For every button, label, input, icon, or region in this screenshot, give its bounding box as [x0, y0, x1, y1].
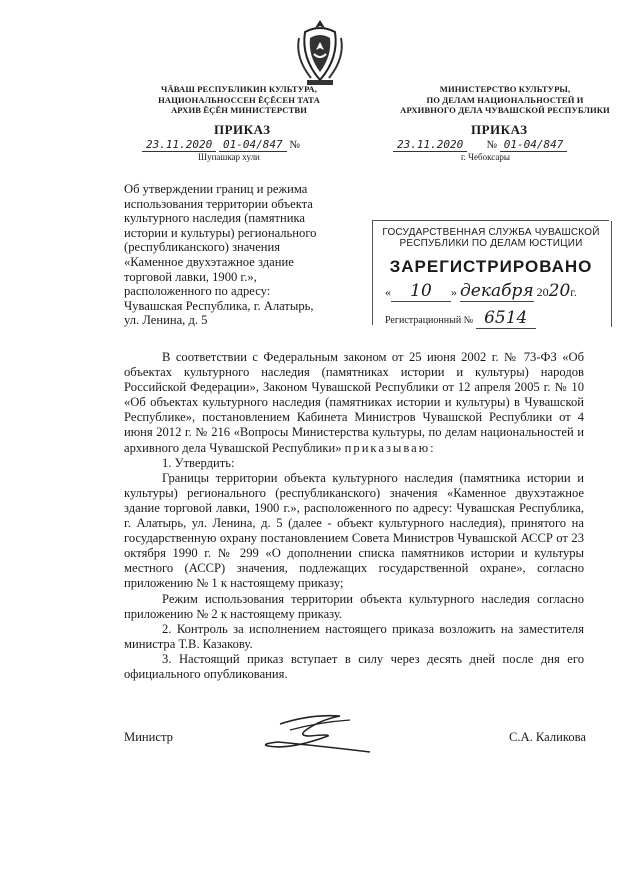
right-org-line: ПО ДЕЛАМ НАЦИОНАЛЬНОСТЕЙ И: [426, 94, 584, 105]
left-date: 23.11.2020: [142, 138, 216, 152]
body-paragraph: [124, 350, 584, 456]
coat-of-arms-emblem: [293, 18, 347, 90]
title-line: истории и культуры) регионального: [124, 225, 317, 240]
right-date-number-line: [393, 138, 567, 152]
right-org-line: МИНИСТЕРСТВО КУЛЬТУРЫ,: [439, 84, 571, 94]
stamp-year-end: г.: [570, 285, 577, 299]
title-line: Об утверждении границ и режима: [124, 182, 308, 196]
right-city: г. Чебоксары: [461, 152, 510, 162]
body-paragraph: Границы территории объекта культурного наследия (памятника истории и культуры) регионального (республиканского) значения «Каменное двухэтажное здание торговой лавки, 1900 г.», расположенного по адресу: Чувашская Республика, г. Алатырь, ул. Ленина, д. 5 (далее - объект культурного наследия), принятого на государственную охрану постановлением Совета Министров Чувашской АССР от 23 октября 1990 г. № 299 «О дополнении списка памятников истории и культуры местного (АССР) значения, подлежащих государственной охране», согласно приложению № 1 к настоящему приказу;: [124, 470, 584, 591]
left-number-sign: №: [289, 139, 300, 151]
left-org-line: АРХИВ ĔÇĔН МИНИСТЕРСТВИ: [170, 105, 308, 115]
title-line: торговой лавки, 1900 г.»,: [124, 269, 257, 284]
right-number-sign: №: [486, 139, 497, 151]
left-org-line: НАЦИОНАЛЬНОССЕН ĔÇĔСЕН ТАТА: [158, 94, 320, 105]
title-line: (республиканского) значения: [124, 240, 281, 255]
signer-name: С.А. Каликова: [508, 730, 586, 744]
title-line: ул. Ленина, д. 5: [124, 313, 208, 328]
stamp-reg-number: 6514: [476, 308, 536, 329]
order-word: приказываю:: [344, 440, 436, 455]
title-line: расположенного по адресу:: [124, 284, 271, 299]
left-organization-name: [114, 84, 364, 116]
stamp-agency-line: ГОСУДАРСТВЕННАЯ СЛУЖБА ЧУВАШСКОЙ: [382, 227, 600, 238]
left-number: 01-04/847: [219, 138, 287, 152]
stamp-month: декабря: [460, 281, 534, 301]
order-title: [124, 182, 342, 328]
left-org-line: ЧĂВАШ РЕСПУБЛИКИН КУЛЬТУРА,: [161, 84, 317, 94]
stamp-year-suffix: 20: [548, 281, 571, 301]
handwritten-signature: [250, 706, 380, 766]
registration-stamp: [372, 220, 609, 328]
left-date-number-line: [142, 138, 300, 152]
stamp-day: 10: [391, 281, 451, 302]
title-line: Чувашская Республика, г. Алатырь,: [124, 298, 314, 313]
right-doc-type: ПРИКАЗ: [471, 122, 528, 137]
body-paragraph: 3. Настоящий приказ вступает в силу через десять дней после дня его официального опубликования.: [124, 651, 584, 681]
right-number: 01-04/847: [500, 138, 568, 152]
stamp-reg-label: Регистрационный №: [385, 315, 474, 326]
stamp-agency-line: РЕСПУБЛИКИ ПО ДЕЛАМ ЮСТИЦИИ: [399, 238, 583, 249]
stamp-year-prefix: 20: [536, 285, 549, 299]
title-line: «Каменное двухэтажное здание: [124, 254, 294, 269]
body-paragraph: 2. Контроль за исполнением настоящего приказа возложить на заместителя министра Т.В. Казакову.: [124, 621, 584, 651]
title-line: использования территории объекта: [124, 196, 313, 211]
right-organization-name: [380, 84, 630, 116]
signer-position: Министр: [124, 730, 173, 744]
left-city: Шупашкар хули: [198, 152, 260, 162]
signature-block: [124, 726, 586, 776]
order-body: [124, 350, 584, 682]
right-org-line: АРХИВНОГО ДЕЛА ЧУВАШСКОЙ РЕСПУБЛИКИ: [400, 105, 610, 115]
preamble-text: В соответствии с Федеральным законом от 25 июня 2002 г. № 73-ФЗ «Об объектах культурного наследия (памятниках истории и культуры) народов Российской Федерации», Законом Чувашской Республики от 12 апреля 2005 г. № 10 «Об объектах культурного наследия (памятниках истории и культуры) в Чувашской Республике», постановлением Кабинета Министров Чувашской Республики от 4 июня 2012 г. № 216 «Вопросы Министерства культуры, по делам национальностей и архивного дела Чувашской Республики»: [124, 350, 584, 455]
right-date: 23.11.2020: [393, 138, 467, 152]
title-line: культурного наследия (памятника: [124, 211, 305, 226]
stamp-registered-label: ЗАРЕГИСТРИРОВАНО: [389, 257, 593, 276]
body-paragraph: Режим использования территории объекта культурного наследия согласно приложению № 2 к настоящему приказу.: [124, 591, 584, 621]
stamp-date: « 10 » декабря 2020г.: [385, 281, 577, 301]
body-paragraph: 1. Утвердить:: [162, 455, 235, 470]
left-doc-type: ПРИКАЗ: [214, 122, 271, 137]
stamp-reg-number-line: [373, 308, 609, 329]
stamp-border: [611, 221, 612, 327]
